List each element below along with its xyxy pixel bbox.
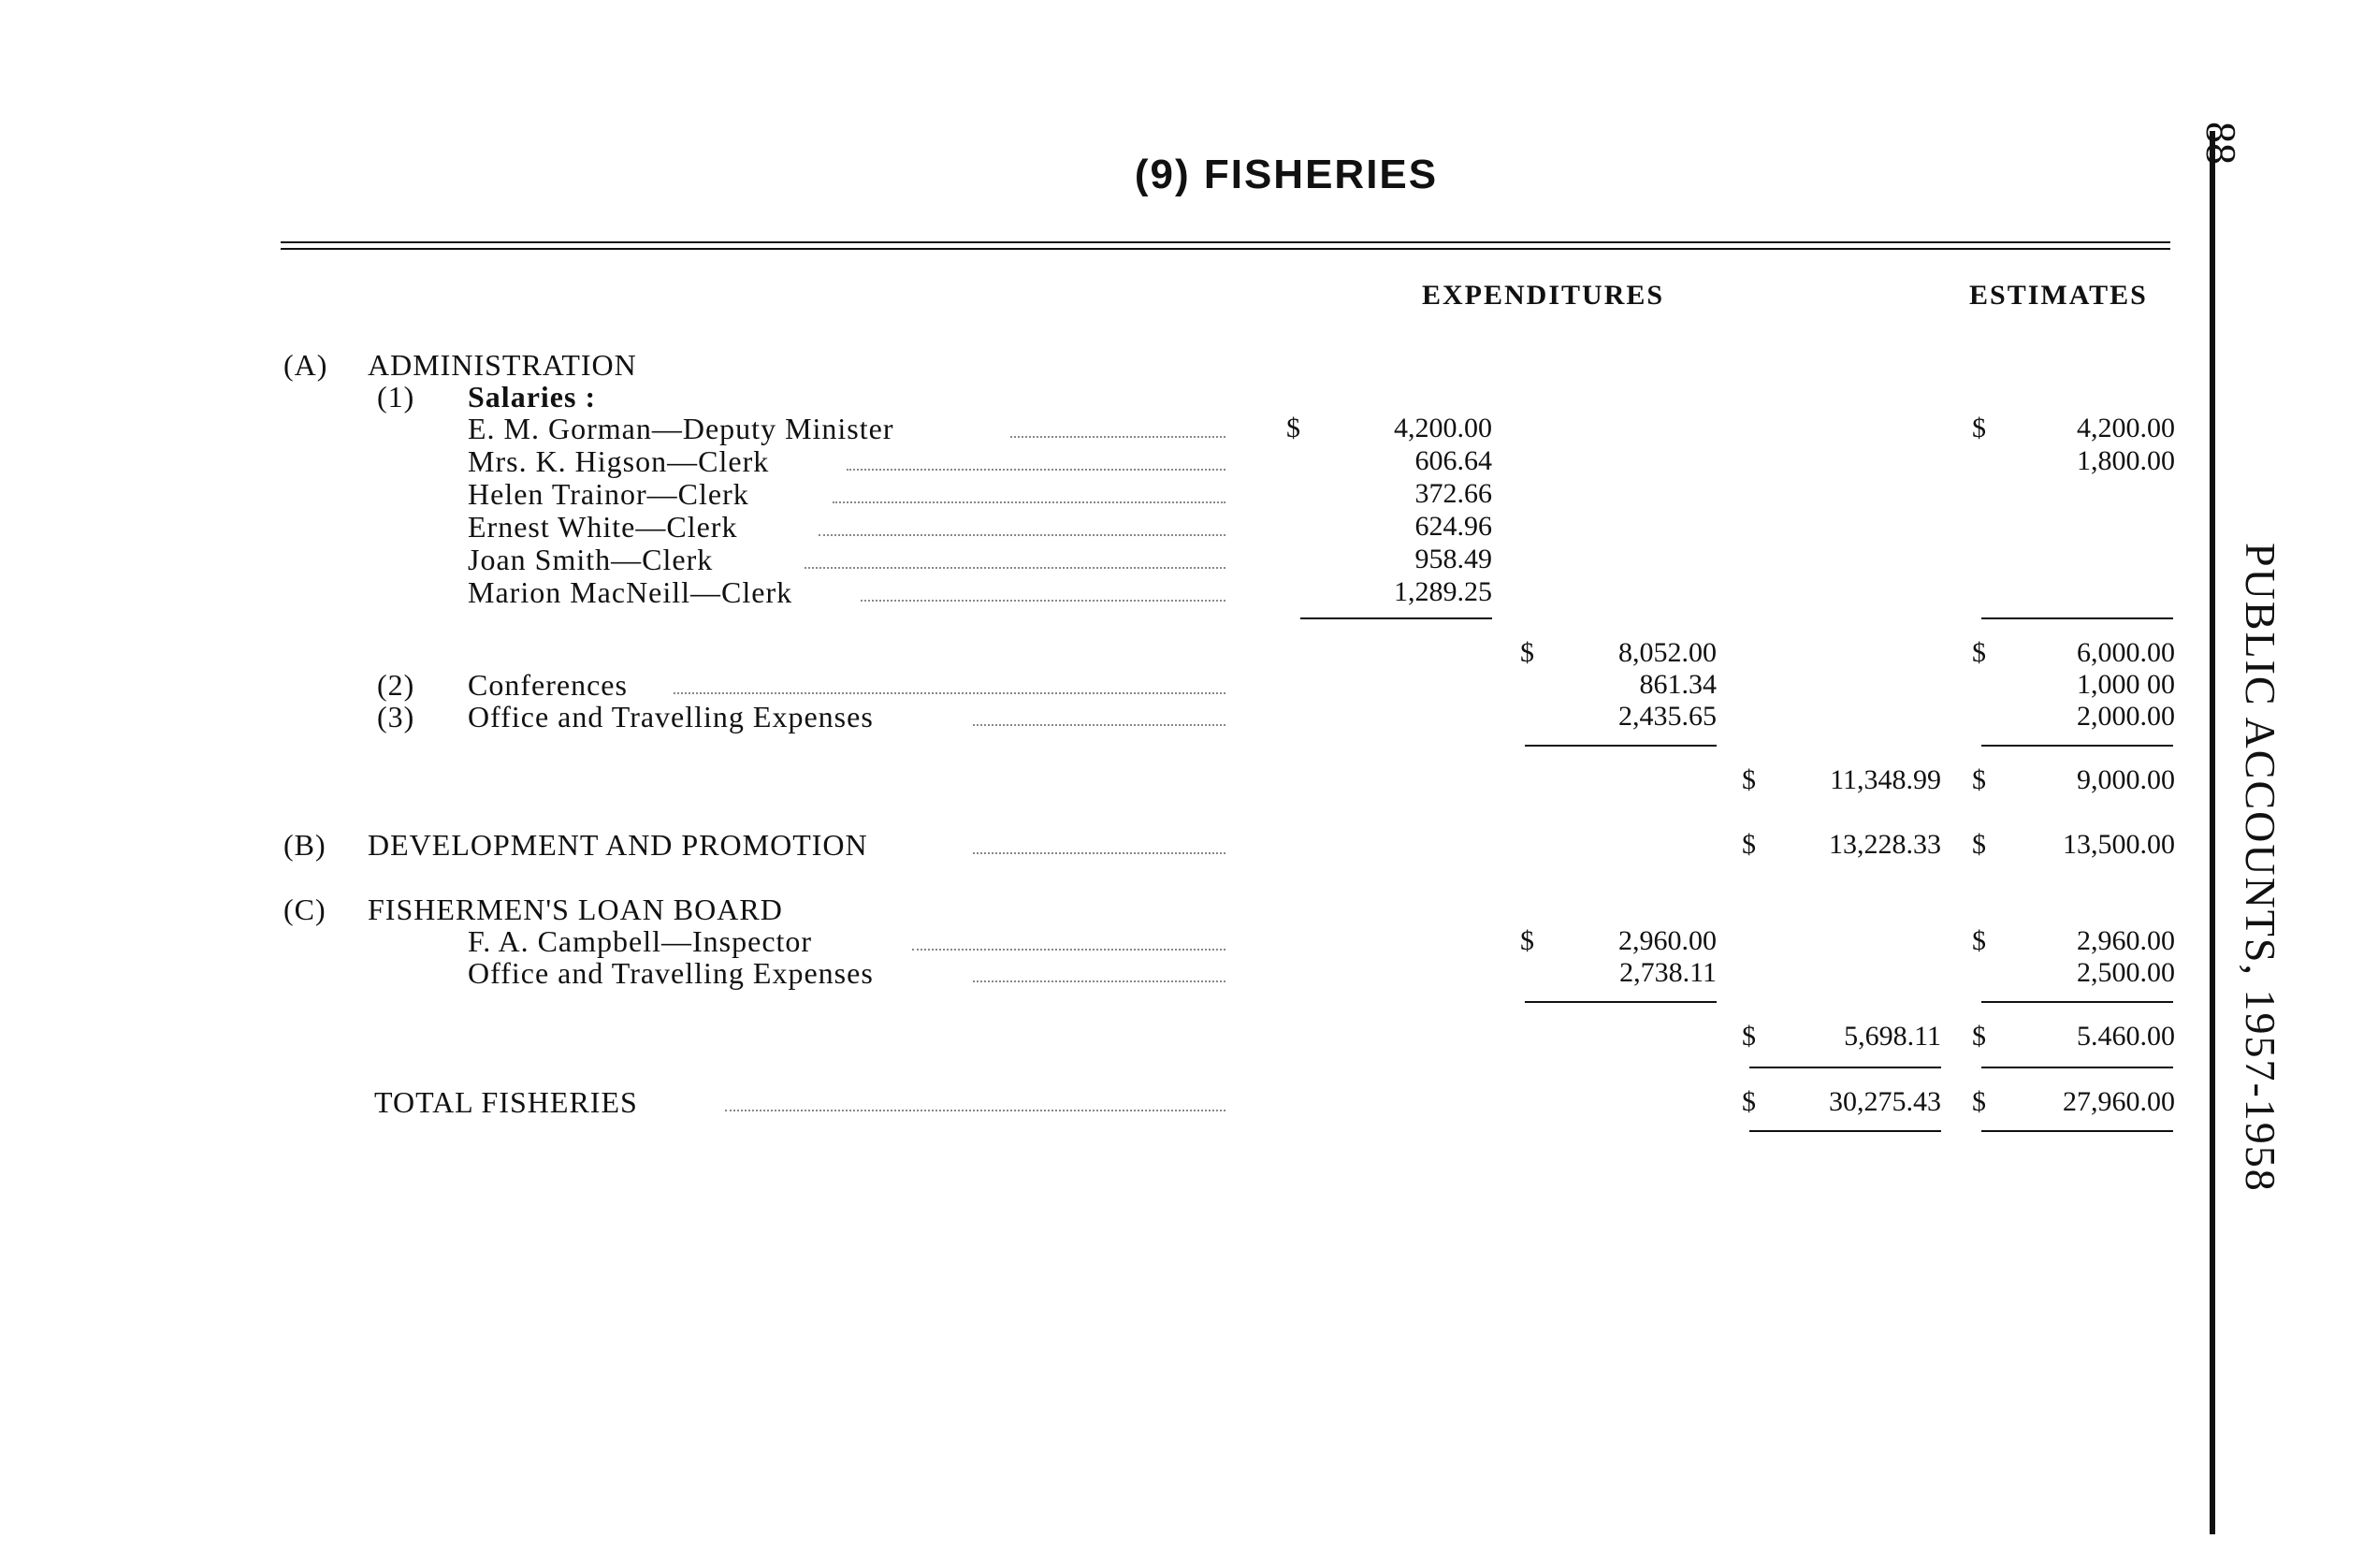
page-number: 88: [2197, 122, 2245, 165]
loan-item-name-2: Office and Travelling Expenses: [468, 956, 874, 990]
salary-name-4: Ernest White—Clerk: [468, 510, 738, 544]
loan-item-amount-1: 2,960.00: [1618, 925, 1717, 956]
salary-name-2: Mrs. K. Higson—Clerk: [468, 444, 770, 478]
loan-item-estimate-1: 2,960.00: [2077, 925, 2175, 956]
salary-estimate-1: 4,200.00: [2077, 413, 2175, 443]
office-estimate: 2,000.00: [2077, 701, 2175, 732]
conferences-label: Conferences: [468, 668, 628, 702]
section-c-letter: (C): [283, 893, 326, 926]
office-label: Office and Travelling Expenses: [468, 700, 874, 733]
dollar-sign: $: [1742, 764, 1756, 795]
salary-amount-1: 4,200.00: [1394, 413, 1492, 443]
subtotal-rule: [1525, 745, 1717, 747]
final-rule: [1749, 1130, 1941, 1132]
dollar-sign: $: [1972, 829, 1986, 860]
salary-amount-6: 1,289.25: [1394, 576, 1492, 607]
total-rule: [1749, 1067, 1941, 1068]
salaries-number: (1): [377, 380, 415, 414]
section-b-total: 13,228.33: [1829, 829, 1941, 860]
dollar-sign: $: [1286, 413, 1300, 443]
leader-dots: [833, 501, 1225, 503]
leader-dots: [912, 949, 1225, 951]
salary-amount-2: 606.64: [1414, 445, 1492, 476]
side-running-title: PUBLIC ACCOUNTS, 1957-1958: [2237, 543, 2284, 1193]
salaries-estimate: 6,000.00: [2077, 637, 2175, 668]
salaries-total: 8,052.00: [1618, 637, 1717, 668]
section-a-letter: (A): [283, 348, 328, 382]
subtotal-rule: [1981, 617, 2173, 619]
dollar-sign: $: [1972, 764, 1986, 795]
subtotal-rule: [1300, 617, 1492, 619]
dollar-sign: $: [1972, 925, 1986, 956]
salary-name-6: Marion MacNeill—Clerk: [468, 575, 793, 609]
section-a-total: 11,348.99: [1830, 764, 1941, 795]
section-b-letter: (B): [283, 828, 326, 862]
conferences-amount: 861.34: [1639, 669, 1717, 700]
leader-dots: [973, 980, 1225, 982]
dollar-sign: $: [1520, 925, 1534, 956]
conferences-estimate: 1,000 00: [2077, 669, 2175, 700]
grand-total-label: TOTAL FISHERIES: [374, 1085, 638, 1119]
leader-dots: [861, 600, 1225, 602]
loan-item-estimate-2: 2,500.00: [2077, 957, 2175, 988]
section-c-estimate: 5.460.00: [2077, 1021, 2175, 1052]
dollar-sign: $: [1742, 829, 1756, 860]
leader-dots: [819, 534, 1225, 536]
section-a-estimate: 9,000.00: [2077, 764, 2175, 795]
conferences-number: (2): [377, 668, 415, 702]
section-b-label: DEVELOPMENT AND PROMOTION: [368, 828, 868, 862]
title-rule: [281, 241, 2170, 250]
salary-name-5: Joan Smith—Clerk: [468, 543, 714, 576]
dollar-sign: $: [1972, 413, 1986, 443]
grand-total-estimate: 27,960.00: [2063, 1086, 2175, 1117]
section-c-total: 5,698.11: [1844, 1021, 1941, 1052]
salary-amount-5: 958.49: [1414, 544, 1492, 574]
subtotal-rule: [1981, 745, 2173, 747]
dollar-sign: $: [1972, 1021, 1986, 1052]
leader-dots: [973, 724, 1225, 726]
dollar-sign: $: [1520, 637, 1534, 668]
office-number: (3): [377, 700, 415, 733]
total-rule: [1981, 1067, 2173, 1068]
salary-name-1: E. M. Gorman—Deputy Minister: [468, 412, 894, 445]
page-title: (9) FISHERIES: [1134, 152, 1439, 197]
salary-amount-4: 624.96: [1414, 511, 1492, 542]
salary-name-3: Helen Trainor—Clerk: [468, 477, 749, 511]
leader-dots: [973, 852, 1225, 854]
grand-total-amount: 30,275.43: [1829, 1086, 1941, 1117]
leader-dots: [805, 567, 1225, 569]
section-c-label: FISHERMEN'S LOAN BOARD: [368, 893, 783, 926]
loan-item-name-1: F. A. Campbell—Inspector: [468, 924, 813, 958]
dollar-sign: $: [1742, 1086, 1756, 1117]
salary-amount-3: 372.66: [1414, 478, 1492, 509]
dollar-sign: $: [1742, 1021, 1756, 1052]
salaries-label: Salaries :: [468, 380, 597, 414]
section-a-label: ADMINISTRATION: [368, 348, 637, 382]
loan-item-amount-2: 2,738.11: [1619, 957, 1717, 988]
leader-dots: [1010, 436, 1225, 438]
vertical-rule: [2210, 131, 2215, 1534]
subtotal-rule: [1525, 1001, 1717, 1003]
estimates-header: ESTIMATES: [1969, 280, 2148, 311]
leader-dots: [674, 692, 1225, 694]
subtotal-rule: [1981, 1001, 2173, 1003]
leader-dots: [725, 1110, 1225, 1111]
salary-estimate-2: 1,800.00: [2077, 445, 2175, 476]
dollar-sign: $: [1972, 1086, 1986, 1117]
leader-dots: [847, 469, 1225, 471]
expenditures-header: EXPENDITURES: [1422, 280, 1665, 311]
dollar-sign: $: [1972, 637, 1986, 668]
office-amount: 2,435.65: [1618, 701, 1717, 732]
final-rule: [1981, 1130, 2173, 1132]
section-b-estimate: 13,500.00: [2063, 829, 2175, 860]
